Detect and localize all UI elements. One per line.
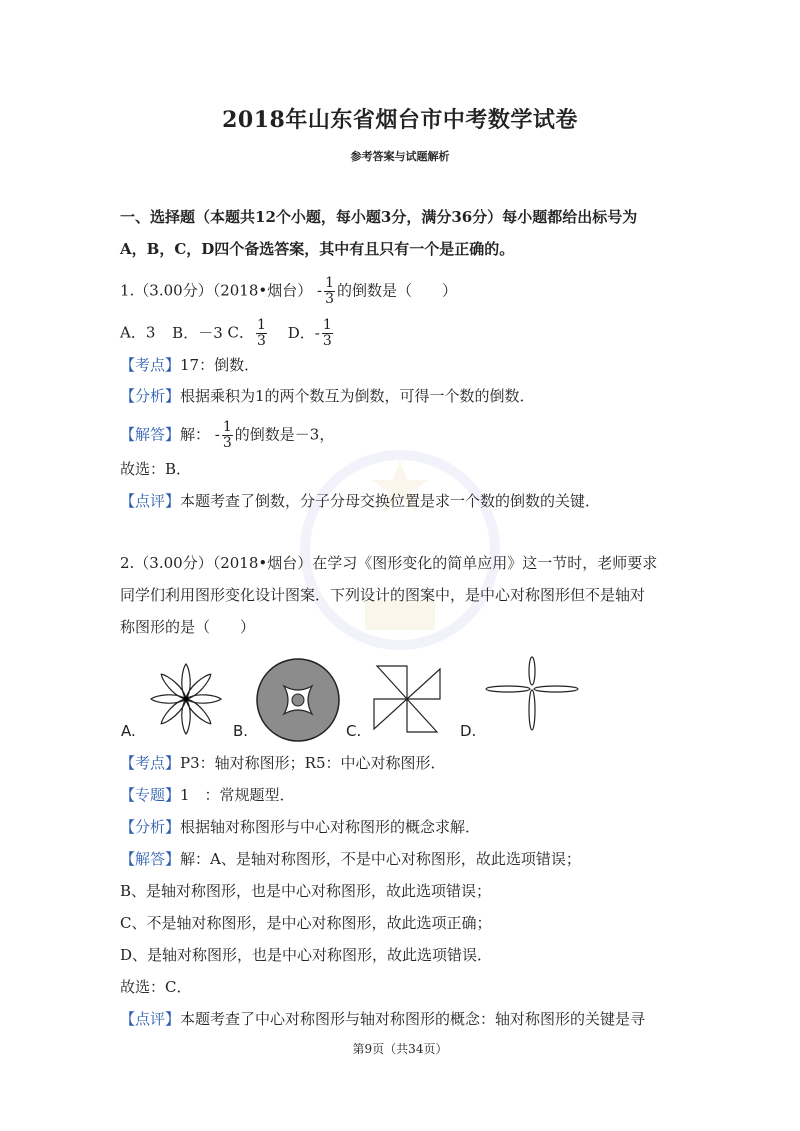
q1-stem-prefix: 1.（3.00分）（2018•烟台） - [120, 281, 323, 300]
q2-stem-line1: 2.（3.00分）（2018•烟台）在学习《图形变化的简单应用》这一节时，老师要求 [120, 554, 658, 572]
q2-fenxi [120, 816, 480, 838]
q2-zhuanti-text: 1 ：常规题型． [180, 786, 295, 804]
figure-b-coin [255, 657, 341, 743]
figure-a-flower [147, 660, 225, 738]
q1-jieda-prefix: 解： - [180, 425, 220, 444]
figure-d-ellipses [484, 656, 580, 732]
q1-options [120, 318, 335, 349]
q1-option-d: D．- [287, 323, 320, 342]
figure-d-label: D. [460, 722, 477, 740]
q1-stem [120, 276, 457, 307]
page-subtitle: 参考答案与试题解析 [350, 150, 450, 163]
q1-dianping [120, 490, 600, 512]
figure-b-label: B. [233, 722, 249, 740]
q2-zhuanti [120, 784, 295, 806]
q1-kaodian [120, 354, 259, 376]
q2-jieda-line2: B、是轴对称图形，也是中心对称图形，故此选项错误； [120, 882, 492, 900]
q2-stem-line2: 同学们利用图形变化设计图案．下列设计的图案中，是中心对称图形但不是轴对 [120, 586, 646, 604]
q2-jieda-line1: 解：A、是轴对称图形，不是中心对称图形，故此选项错误； [180, 850, 581, 868]
q1-dianping-text: 本题考查了倒数，分子分母交换位置是求一个数的倒数的关键． [180, 492, 601, 510]
q2-kaodian [120, 752, 446, 774]
page-title: 2018年山东省烟台市中考数学试卷 [222, 107, 578, 133]
q1-option-a: A．3 [120, 323, 156, 342]
q2-dianping [120, 1008, 645, 1030]
q2-kaodian-text: P3：轴对称图形；R5：中心对称图形． [180, 754, 446, 772]
q1-option-c-fraction: $\frac{1}{3}$ [257, 317, 266, 349]
section-heading-line1: 一、选择题（本题共12个小题，每小题3分，满分36分）每小题都给出标号为 [120, 208, 638, 226]
q1-fenxi [120, 385, 535, 407]
q1-jieda [120, 420, 334, 451]
q2-jieda [120, 848, 581, 870]
q2-dianping-tag: 【点评】 [120, 1010, 181, 1028]
figure-c-pinwheel [372, 664, 442, 734]
q1-option-c: C． [227, 323, 255, 342]
q1-jieda-suffix: 的倒数是－3， [234, 425, 335, 444]
q1-kaodian-text: 17：倒数． [180, 356, 260, 374]
q2-zhuanti-tag: 【专题】 [120, 786, 181, 804]
figure-a-label: A. [121, 722, 136, 740]
q1-stem-fraction: $\frac{1}{3}$ [325, 275, 334, 307]
q1-dianping-tag: 【点评】 [120, 492, 181, 510]
section-heading-line2: A，B，C，D四个备选答案，其中有且只有一个是正确的。 [120, 240, 515, 258]
q2-jieda-line4: D、是轴对称图形，也是中心对称图形，故此选项错误． [120, 946, 493, 964]
q1-jieda-tag: 【解答】 [120, 425, 181, 444]
q1-kaodian-tag: 【考点】 [120, 356, 181, 374]
q1-guxuan: 故选：B． [120, 460, 192, 478]
q1-option-b: B．－3 [172, 323, 223, 342]
q2-guxuan: 故选：C． [120, 978, 192, 996]
q1-fenxi-tag: 【分析】 [120, 387, 181, 405]
page-footer: 第9页（共34页） [352, 1042, 448, 1056]
q1-jieda-fraction: $\frac{1}{3}$ [222, 419, 232, 451]
q2-jieda-tag: 【解答】 [120, 850, 181, 868]
q2-fenxi-text: 根据轴对称图形与中心对称图形的概念求解． [180, 818, 481, 836]
q2-stem-line3: 称图形的是（ ） [120, 618, 256, 636]
q2-kaodian-tag: 【考点】 [120, 754, 181, 772]
q1-fenxi-text: 根据乘积为1的两个数互为倒数，可得一个数的倒数． [180, 387, 535, 405]
figure-c-label: C. [346, 722, 362, 740]
q2-jieda-line3: C、不是轴对称图形，是中心对称图形，故此选项正确； [120, 914, 492, 932]
q2-fenxi-tag: 【分析】 [120, 818, 181, 836]
q1-stem-suffix: 的倒数是（ ） [337, 281, 458, 300]
q1-option-d-fraction: $\frac{1}{3}$ [322, 317, 332, 349]
watermark-logo [285, 450, 515, 650]
q2-dianping-text: 本题考查了中心对称图形与轴对称图形的概念：轴对称图形的关键是寻 [180, 1010, 646, 1028]
